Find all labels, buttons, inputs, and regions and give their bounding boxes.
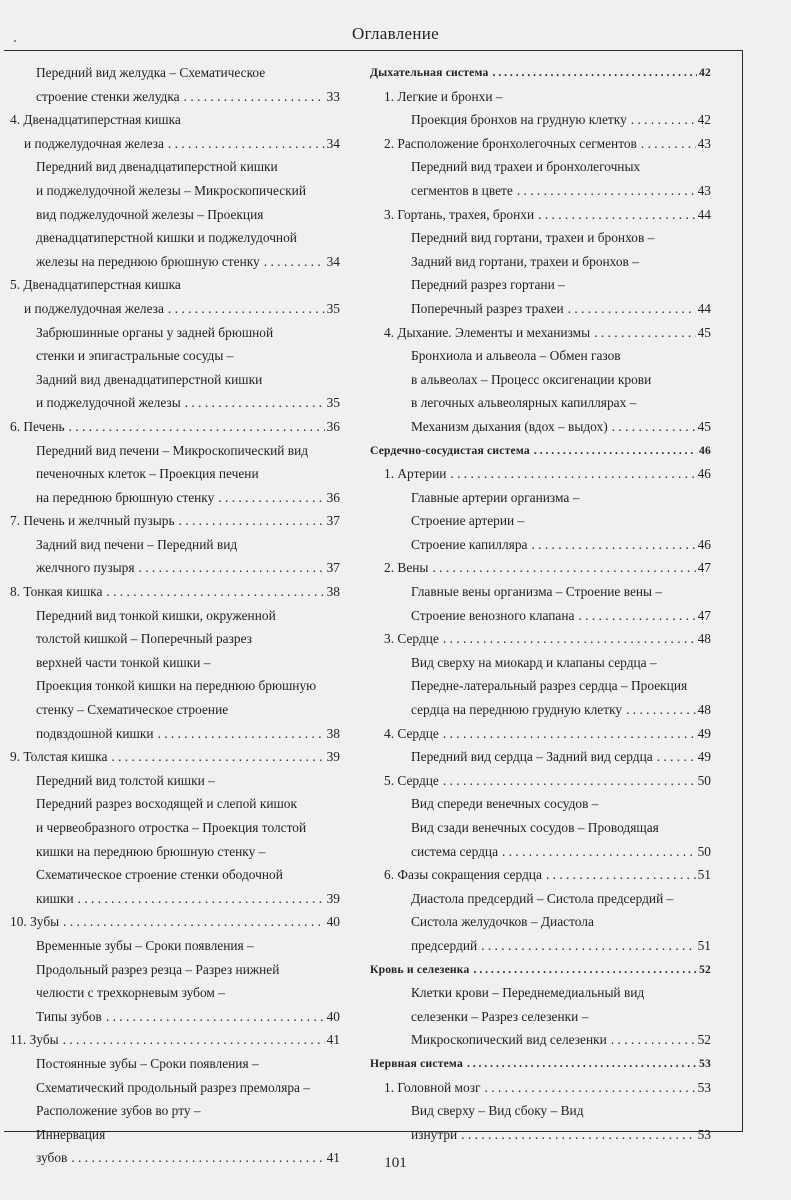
toc-text: 10. Зубы [10,914,60,930]
dot-leader [485,1076,696,1100]
toc-page-number: 46 [697,466,711,482]
toc-page-number: 39 [326,749,340,765]
toc-text: 5. Сердце [384,772,439,788]
toc-entry [370,627,711,651]
dot-leader [611,1028,696,1052]
toc-text: 4. Дыхание. Элементы и механизмы [384,324,591,340]
toc-text: 3. Сердце [384,631,439,647]
dot-leader [63,910,324,934]
toc-text: верхней части тонкой кишки – [36,654,211,670]
toc-text: Передний вид толстой кишки – [36,772,215,788]
toc-entry [370,321,711,345]
toc-text: желчного пузыря [36,560,135,576]
toc-subentry [10,533,340,580]
toc-text: Дыхательная система [370,66,489,79]
toc-text: Передне-латеральный разрез сердца – Проекция [411,678,688,694]
dot-leader [184,85,325,109]
toc-text: 1. Артерии [384,466,447,482]
dot-leader [631,108,696,132]
toc-subentry [370,580,711,627]
toc-page-number: 41 [326,1150,340,1166]
dot-leader [111,745,324,769]
toc-text: и поджелудочной железы [36,395,181,411]
toc-page-number: 40 [326,1008,340,1024]
toc-page-number: 46 [699,443,711,457]
toc-page-number: 44 [697,300,711,316]
toc-text: 4. Двенадцатиперстная кишка [10,112,181,128]
toc-page-number: 37 [326,560,340,576]
toc-page-number: 51 [697,867,711,883]
toc-text: Главные вены организма – Строение вены – [411,584,663,600]
toc-text: двенадцатиперстной кишки и поджелудочной [36,230,297,246]
toc-text: толстой кишкой – Поперечный разрез [36,631,252,647]
toc-text: Передний вид желудка – Схематическое [36,65,266,80]
toc-text: предсердий [411,937,478,953]
toc-entry [370,203,711,227]
toc-text: Диастола предсердий – Систола предсердий – [411,890,674,906]
dot-leader [168,132,325,156]
toc-text: Передний разрез гортани – [411,277,565,293]
toc-text: строение стенки желудка [36,88,180,104]
toc-entry [370,863,711,887]
toc-text: 3. Гортань, трахея, бронхи [384,206,535,222]
toc-text: сегментов в цвете [411,182,513,198]
toc-page-number: 50 [697,772,711,788]
toc-text: Систола желудочков – Диастола [411,914,594,930]
toc-entry [370,1076,711,1100]
toc-page-number: 34 [326,135,340,151]
toc-text: Главные артерии организма – [411,489,580,505]
toc-page-number: 49 [697,749,711,765]
dot-leader [568,297,696,321]
toc-text: 2. Вены [384,560,429,576]
toc-text: система сердца [411,843,499,859]
toc-page-number: 36 [326,489,340,505]
toc-text: в легочных альвеолярных капиллярах – [411,395,637,411]
toc-text: 1. Головной мозг [384,1079,481,1095]
toc-text: 8. Тонкая кишка [10,584,103,600]
toc-entry [10,509,340,533]
toc-section [370,439,711,463]
toc-text: Передний вид трахеи и бронхолегочных [411,159,641,175]
toc-subentry [10,1052,340,1170]
dot-leader [179,509,325,533]
dot-leader [531,533,695,557]
toc-page-number: 49 [697,725,711,741]
toc-text: 7. Печень и желчный пузырь [10,513,175,529]
toc-page-number: 52 [697,1032,711,1048]
toc-text: Забрюшинные органы у задней брюшной [36,324,274,340]
page-number: 101 [384,1155,407,1171]
toc-text: Временные зубы – Сроки появления – [36,937,254,953]
toc-entry [370,85,711,109]
toc-text: Продольный разрез резца – Разрез нижней [36,961,280,977]
toc-entry [370,462,711,486]
toc-page-number: 47 [697,607,711,623]
toc-text: Вид спереди венечных сосудов – [411,796,599,812]
toc-text: Передний вид тонкой кишки, окруженной [36,607,276,623]
toc-text: железы на переднюю брюшную стенку [36,253,260,269]
toc-entry [10,745,340,769]
toc-text: 6. Фазы сокращения сердца [384,867,542,883]
toc-text: 4. Сердце [384,725,439,741]
dot-leader [467,1052,697,1076]
toc-text: Клетки крови – Переднемедиальный вид [411,985,645,1001]
dot-leader [168,297,325,321]
toc-entry [10,580,340,604]
toc-entry [10,910,340,934]
toc-text: Расположение зубов во рту – [36,1103,201,1119]
toc-text: Передний разрез восходящей и слепой кишок [36,796,298,812]
dot-leader [538,203,695,227]
toc-page-number: 41 [326,1032,340,1048]
toc-entry [10,108,340,155]
toc-text: Сердечно-сосудистая система [370,443,530,457]
toc-text: Вид сверху – Вид сбоку – Вид [411,1103,584,1119]
dot-leader [481,934,695,958]
toc-page-number: 44 [697,206,711,222]
toc-subentry [370,344,711,438]
toc-text: Вид сверху на миокард и клапаны сердца – [411,654,657,670]
toc-subentry [370,108,711,132]
toc-text: челюсти с трехкорневым зубом – [36,985,225,1001]
toc-page-number: 33 [326,88,340,104]
toc-page-number: 35 [326,300,340,316]
toc-text: зубов [36,1150,68,1166]
dot-leader [264,250,325,274]
toc-text: Передний вид двенадцатиперстной кишки [36,159,278,175]
toc-text: стенки и эпигастральные сосуды – [36,348,234,364]
toc-page-number: 53 [699,1056,711,1070]
toc-text: и поджелудочная железа [24,300,164,316]
toc-page-number: 42 [699,66,711,79]
toc-subentry [370,486,711,557]
toc-section [370,958,711,982]
toc-text: Строение артерии – [411,513,525,529]
toc-text: Передний вид сердца – Задний вид сердца [411,749,653,765]
toc-page-number: 42 [697,112,711,128]
toc-subentry [370,1099,711,1146]
toc-text: Схематическое строение стенки ободочной [36,867,283,883]
toc-text: на переднюю брюшную стенку [36,489,215,505]
dot-leader [69,415,325,439]
toc-page-number: 43 [697,182,711,198]
toc-text: стенку – Схематическое строение [36,702,229,718]
toc-text: Задний вид печени – Передний вид [36,536,238,552]
toc-text: 6. Печень [10,418,65,434]
page-header: Оглавление [352,24,439,43]
toc-text: кишки на переднюю брюшную стенку – [36,843,266,859]
toc-subentry [370,981,711,1052]
dot-leader [158,722,325,746]
toc-subentry [10,769,340,911]
toc-page-number: 51 [697,937,711,953]
toc-page-number: 36 [326,418,340,434]
dot-leader [612,415,696,439]
toc-page-number: 40 [326,914,340,930]
toc-page-number: 53 [697,1126,711,1142]
toc-text: Постоянные зубы – Сроки появления – [36,1055,259,1071]
toc-text: Типы зубов [36,1008,102,1024]
toc-entry [370,556,711,580]
toc-entry [370,132,711,156]
toc-text: селезенки – Разрез селезенки – [411,1008,589,1024]
toc-page-number: 52 [699,962,711,976]
dot-leader [474,958,697,982]
toc-text: Поперечный разрез трахеи [411,300,564,316]
dot-leader [626,698,696,722]
toc-text: Микроскопический вид селезенки [411,1032,607,1048]
dot-leader [106,1005,325,1029]
toc-entry [370,769,711,793]
toc-page-number: 53 [697,1079,711,1095]
toc-subentry [370,155,711,202]
toc-text: Задний вид гортани, трахеи и бронхов – [411,253,639,269]
toc-entry [10,415,340,439]
dot-leader [443,627,696,651]
toc-text: Передний вид печени – Микроскопический вид [36,442,309,458]
toc-subentry [370,745,711,769]
toc-page-number: 37 [326,513,340,529]
toc-text: 2. Расположение бронхолегочных сегментов [384,135,637,151]
dot-leader [218,486,324,510]
toc-page-number: 48 [697,631,711,647]
dot-leader [185,391,325,415]
toc-page-number: 38 [326,725,340,741]
toc-subentry [10,61,340,108]
dot-leader [502,840,696,864]
toc-text: Проекция тонкой кишки на переднюю брюшную [36,678,317,694]
toc-subentry [10,604,340,746]
toc-subentry [370,226,711,320]
speck-mark [14,40,16,42]
toc-left-column [10,61,340,1170]
toc-text: 5. Двенадцатиперстная кишка [10,277,181,293]
toc-text: вид поджелудочной железы – Проекция [36,206,264,222]
toc-section [370,1052,711,1076]
dot-leader [578,604,695,628]
toc-text: печеночных клеток – Проекция печени [36,466,259,482]
toc-page-number: 34 [326,253,340,269]
toc-entry [10,1028,340,1052]
dot-leader [63,1028,325,1052]
toc-text: подвздошной кишки [36,725,154,741]
toc-page-number: 45 [697,418,711,434]
dot-leader [443,769,696,793]
dot-leader [594,321,695,345]
toc-text: Проекция бронхов на грудную клетку [411,112,627,128]
toc-text: Кровь и селезенка [370,962,470,976]
toc-text: Бронхиола и альвеола – Обмен газов [411,348,621,364]
dot-leader [517,179,696,203]
toc-text: 9. Толстая кишка [10,749,108,765]
toc-page-number: 43 [697,135,711,151]
toc-text: Схематический продольный разрез премоляра – [36,1079,311,1095]
dot-leader [78,887,325,911]
toc-page-number: 50 [697,843,711,859]
toc-text: 11. Зубы [10,1032,59,1048]
toc-page-number: 35 [326,395,340,411]
dot-leader [443,722,696,746]
toc-subentry [10,934,340,1028]
toc-page-number: 46 [697,536,711,552]
toc-page-number: 45 [697,324,711,340]
toc-text: изнутри [411,1126,458,1142]
toc-text: Вид сзади венечных сосудов – Проводящая [411,820,659,835]
toc-subentry [10,321,340,415]
toc-subentry [10,155,340,273]
dot-leader [461,1123,695,1147]
toc-text: и поджелудочная железа [24,135,164,151]
dot-leader [546,863,696,887]
toc-text: 1. Легкие и бронхи – [384,88,503,104]
toc-text: и червеобразного отростка – Проекция толстой [36,820,307,835]
dot-leader [450,462,695,486]
toc-subentry [370,887,711,958]
toc-page-number: 48 [697,702,711,718]
dot-leader [641,132,696,156]
toc-text: Строение венозного клапана [411,607,575,623]
toc-right-column [370,61,711,1146]
toc-subentry [370,792,711,863]
toc-subentry [10,439,340,510]
dot-leader [139,556,325,580]
toc-text: сердца на переднюю грудную клетку [411,702,623,718]
toc-text: Передний вид гортани, трахеи и бронхов – [411,230,655,246]
toc-page-number: 47 [697,560,711,576]
toc-page-number: 39 [326,890,340,906]
toc-text: Иннервация [36,1126,106,1142]
dot-leader [432,556,695,580]
toc-page-number: 38 [326,584,340,600]
dot-leader [493,61,697,85]
toc-text: в альвеолах – Процесс оксигенации крови [411,371,652,387]
dot-leader [534,439,697,463]
toc-subentry [370,651,711,722]
toc-entry [10,273,340,320]
toc-entry [370,722,711,746]
toc-text: Строение капилляра [411,536,528,552]
dot-leader [106,580,324,604]
toc-text: кишки [36,890,74,906]
toc-section [370,61,711,85]
toc-text: Нервная система [370,1056,463,1070]
dot-leader [657,745,696,769]
toc-text: Механизм дыхания (вдох – выдох) [411,418,608,434]
toc-text: Задний вид двенадцатиперстной кишки [36,371,263,387]
toc-text: и поджелудочной железы – Микроскопический [36,182,307,198]
